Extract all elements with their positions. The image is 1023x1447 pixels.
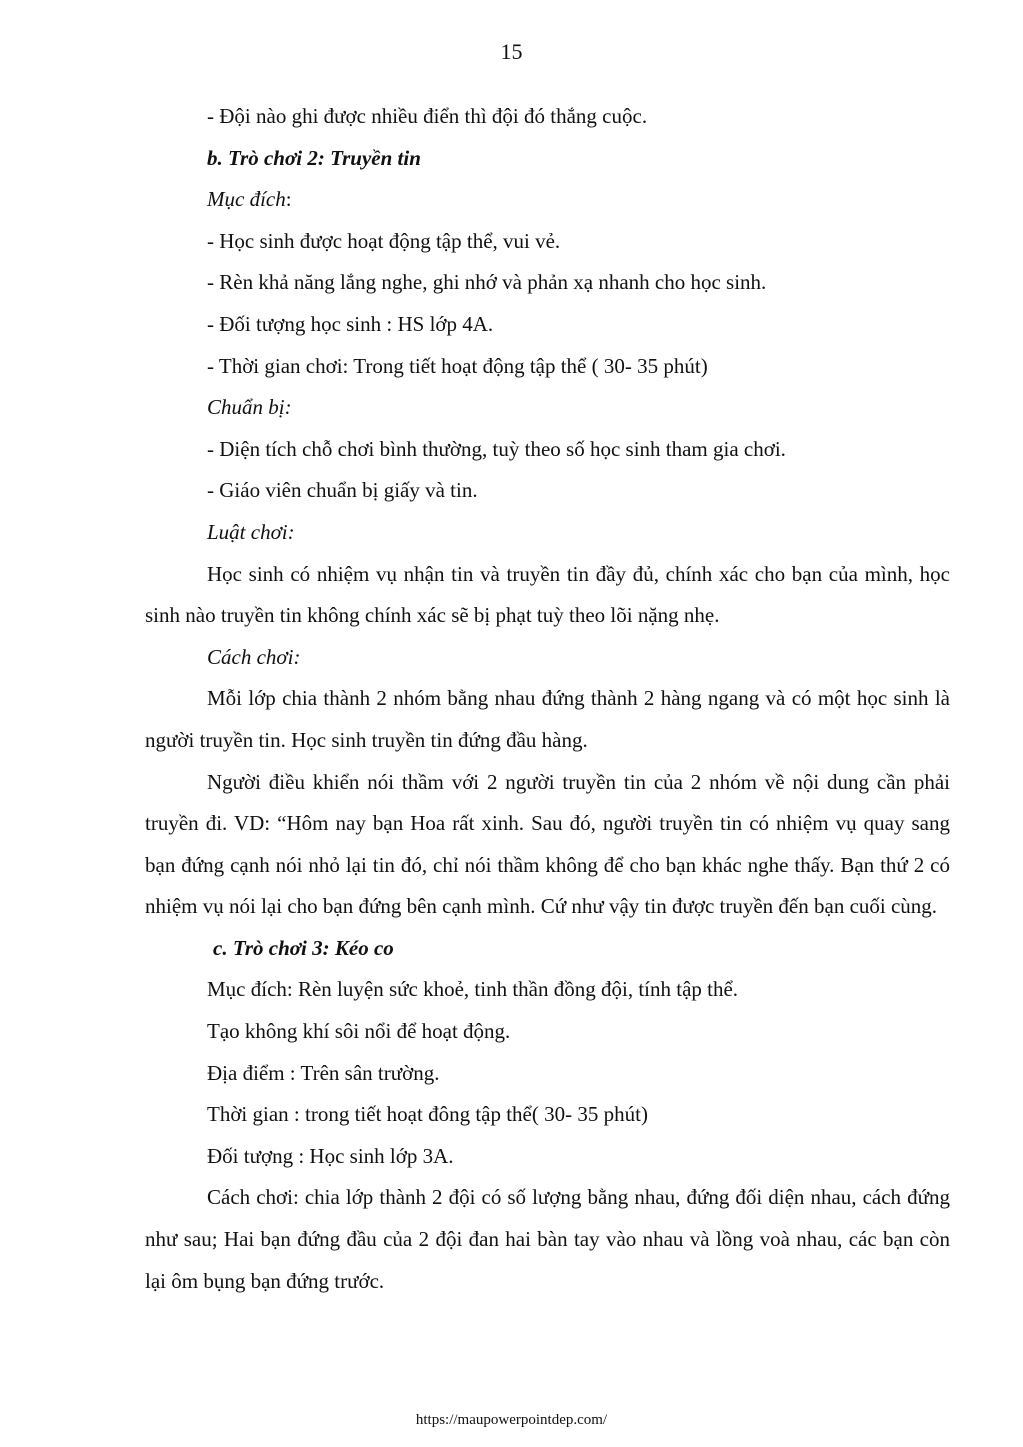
- play-time-line: - Thời gian chơi: Trong tiết hoạt động tập thể ( 30- 35 phút): [207, 353, 708, 378]
- tug-of-war-atmosphere: Tạo không khí sôi nổi để hoạt động.: [207, 1019, 511, 1044]
- purpose-item-1: - Học sinh được hoạt động tập thể, vui vẻ.: [207, 228, 561, 253]
- heading-game-2: b. Trò chơi 2: Truyền tin: [207, 145, 421, 170]
- heading-game-3: c. Trò chơi 3: Kéo co: [213, 935, 394, 960]
- purpose-colon: :: [285, 187, 292, 212]
- how-to-play-heading: Cách chơi:: [207, 644, 301, 669]
- tug-of-war-how-to-play: Cách chơi: chia lớp thành 2 đội có số lượng bằng nhau, đứng đối diện nhau, cách đứng như sau; Hai bạn đứng đầu của 2 đội đan hai bàn tay vào nhau và lồng voà nhau, các bạn còn lại ôm bụng bạn đứng trước.: [145, 1185, 950, 1293]
- footer-url: https://maupowerpointdep.com/: [415, 1412, 608, 1428]
- preparation-item-1: - Diện tích chỗ chơi bình thường, tuỳ theo số học sinh tham gia chơi.: [207, 436, 786, 461]
- rules-heading: Luật chơi:: [207, 519, 295, 544]
- purpose-item-2: - Rèn khả năng lắng nghe, ghi nhớ và phản xạ nhanh cho học sinh.: [207, 270, 767, 295]
- preparation-heading: Chuẩn bị:: [207, 395, 292, 420]
- tug-of-war-purpose: Mục đích: Rèn luyện sức khoẻ, tinh thần đồng đội, tính tập thể.: [207, 977, 739, 1002]
- how-to-play-paragraph-2: Người điều khiển nói thầm với 2 người truyền tin của 2 nhóm về nội dung cần phải truyền đi. VD: “Hôm nay bạn Hoa rất xinh. Sau đó, người truyền tin có nhiệm vụ quay sang bạn đứng cạnh nói nhỏ lại tin đó, chỉ nói thầm không để cho bạn khác nghe thấy. Bạn thứ 2 có nhiệm vụ nói lại cho bạn đứng bên cạnh mình. Cứ như vậy tin được truyền đến bạn cuối cùng.: [145, 769, 950, 919]
- tug-of-war-time: Thời gian : trong tiết hoạt đông tập thể( 30- 35 phút): [207, 1102, 648, 1127]
- preparation-item-2: - Giáo viên chuẩn bị giấy và tin.: [207, 478, 478, 503]
- rules-paragraph: Học sinh có nhiệm vụ nhận tin và truyền tin đầy đủ, chính xác cho bạn của mình, học sinh nào truyền tin không chính xác sẽ bị phạt tuỳ theo lõi nặng nhẹ.: [145, 561, 950, 628]
- target-students-line: - Đối tượng học sinh : HS lớp 4A.: [207, 311, 494, 336]
- page-body: [145, 96, 950, 1302]
- how-to-play-paragraph-1: Mỗi lớp chia thành 2 nhóm bằng nhau đứng thành 2 hàng ngang và có một học sinh là người truyền tin. Học sinh truyền tin đứng đầu hàng.: [145, 686, 950, 752]
- page-number: 15: [500, 39, 523, 64]
- rule-winner-line: - Đội nào ghi được nhiều điển thì đội đó thắng cuộc.: [207, 104, 648, 128]
- purpose-label: Mục đích: [207, 187, 286, 212]
- tug-of-war-target: Đối tượng : Học sinh lớp 3A.: [207, 1143, 454, 1168]
- purpose-heading: [145, 179, 950, 221]
- tug-of-war-location: Địa điểm : Trên sân trường.: [207, 1060, 440, 1085]
